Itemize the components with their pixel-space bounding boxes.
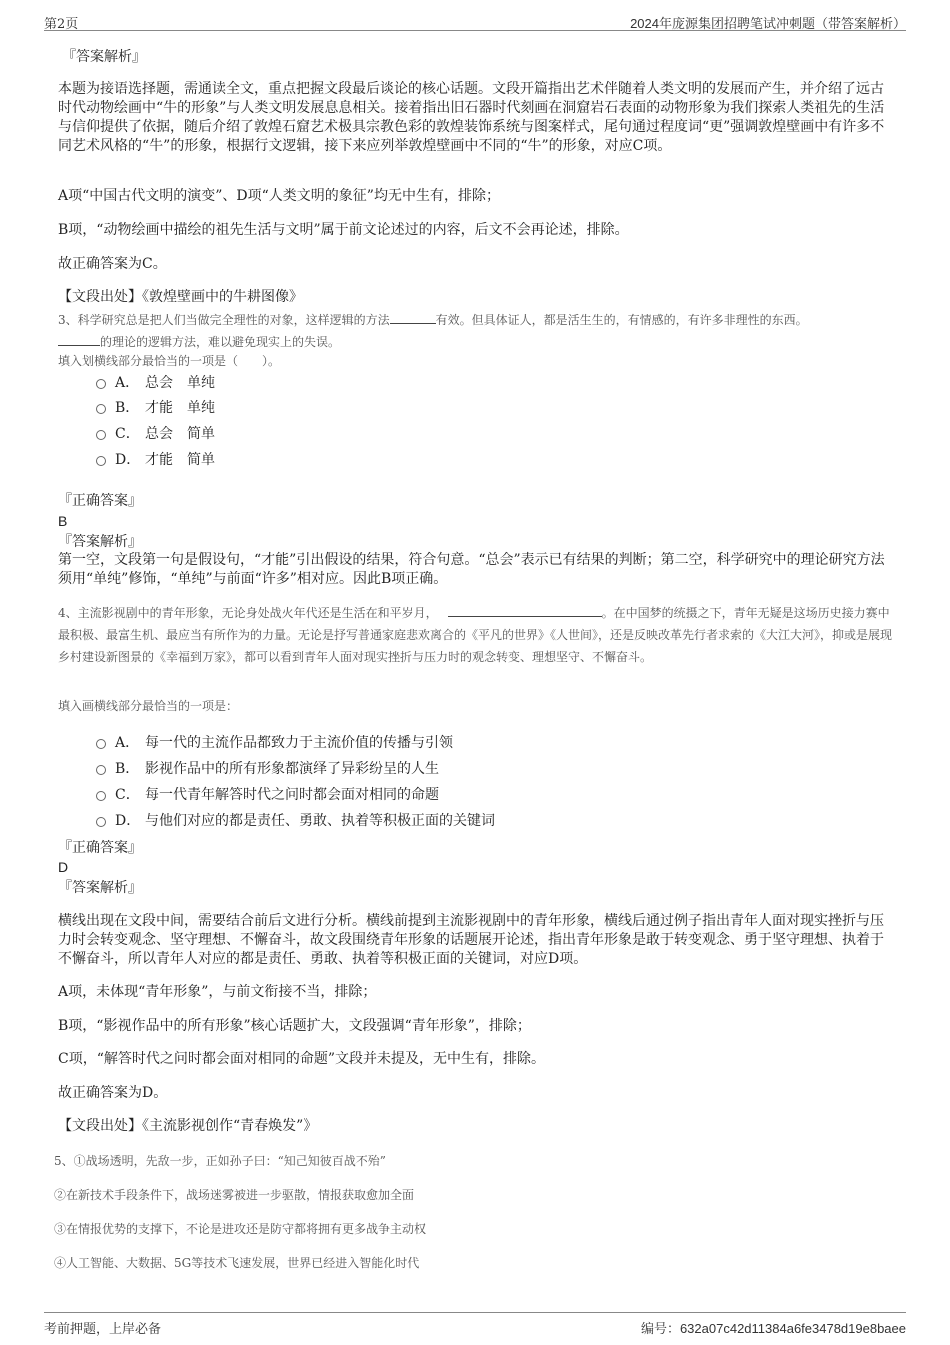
q5-statement-4: ④人工智能、大数据、5G等技术飞速发展，世界已经进入智能化时代: [54, 1256, 420, 1270]
q3-option-d[interactable]: D． 才能 简单: [96, 450, 215, 470]
q3-option-c[interactable]: C． 总会 简单: [96, 424, 215, 444]
q4-answer-heading: 『正确答案』: [58, 840, 142, 856]
footer-slogan: 考前押题，上岸必备: [44, 1322, 162, 1337]
q3-answer-heading: 『正确答案』: [58, 493, 142, 509]
q4-source-citation: 【文段出处】《主流影视创作“青春焕发”》: [58, 1118, 318, 1134]
analysis-paragraph: 本题为接语选择题，需通读全文，重点把握文段最后谈论的核心话题。文段开篇指出艺术伴随着人类文明的发展而产生，并介绍了远古时代动物绘画中“牛的形象”与人类文明发展息息相关。接着指出旧石器时代刻画在洞窟岩石表面的动物形象为我们探索人类祖先的生活与信仰提供了依据，随后介绍了敦煌石窟艺术极具宗教色彩的敦煌装饰系统与图案样式，尾句通过程度词“更”强调敦煌壁画中有许多不同艺术风格的“牛”的形象，根据行文逻辑，接下来应列举敦煌壁画中不同的“牛”的形象，对应C项。: [58, 81, 885, 154]
radio-icon[interactable]: [96, 404, 106, 414]
q4-analysis: 横线出现在文段中间，需要结合前后文进行分析。横线前提到主流影视剧中的青年形象，横线后通过例子指出青年人面对现实挫折与压力时会转变观念、坚守理想、不懈奋斗，故文段围绕青年形象的话题展开论述，指出青年形象是敢于转变观念、勇于坚守理想、执着于不懈奋斗，所以青年人对应的都是责任、勇敢、执着等积极正面的关键词，对应D项。: [58, 913, 884, 967]
radio-icon[interactable]: [96, 817, 106, 827]
q4-analysis-heading: 『答案解析』: [58, 880, 142, 896]
q3-answer: B: [58, 513, 68, 529]
q5-statement-3: ③在情报优势的支撑下，不论是进攻还是防守都将拥有更多战争主动权: [54, 1222, 427, 1236]
q4-option-c[interactable]: C． 每一代青年解答时代之问时都会面对相同的命题: [96, 785, 439, 805]
q3-analysis: 第一空，文段第一句是假设句，“才能”引出假设的结果，符合句意。“总会”表示已有结果的判断；第二空，科学研究中的理论研究方法须用“单纯”修饰，“单纯”与前面“许多”相对应。因此B项正确。: [58, 552, 885, 587]
radio-icon[interactable]: [96, 739, 106, 749]
radio-icon[interactable]: [96, 430, 106, 440]
q5-statement-2: ②在新技术手段条件下，战场迷雾被进一步驱散，情报获取愈加全面: [54, 1188, 415, 1202]
q4-option-a[interactable]: A． 每一代的主流作品都致力于主流价值的传播与引领: [96, 733, 453, 753]
answer-blank: [448, 603, 602, 617]
q4-elimination-b: B项，“影视作品中的所有形象”核心话题扩大，文段强调“青年形象”，排除；: [58, 1018, 531, 1034]
q4-elimination-c: C项，“解答时代之问时都会面对相同的命题”文段并未提及，无中生有，排除。: [58, 1051, 546, 1067]
page-header: [44, 0, 906, 31]
radio-icon[interactable]: [96, 791, 106, 801]
q4-answer: D: [58, 859, 69, 875]
document-code: 编号：632a07c42d11384a6fe3478d19e8baee: [640, 1321, 906, 1337]
elimination-b: B项，“动物绘画中描绘的祖先生活与文明”属于前文论述过的内容，后文不会再论述，排除。: [58, 222, 629, 238]
q4-option-d[interactable]: D． 与他们对应的都是责任、勇敢、执着等积极正面的关键词: [96, 811, 495, 831]
question-3-stem: 3、科学研究总是把人们当做完全理性的对象，这样逻辑的方法 有效。但具体证人，都是活生生的，有情感的，有许多非理性的东西。 的理论的逻辑方法，难以避免现实上的失误。: [58, 309, 898, 353]
q3-option-a[interactable]: A． 总会 单纯: [96, 373, 215, 393]
radio-icon[interactable]: [96, 379, 106, 389]
question-3-prompt: 填入划横线部分最恰当的一项是（ ）。: [58, 354, 281, 368]
q3-option-b[interactable]: B． 才能 单纯: [96, 398, 215, 418]
radio-icon[interactable]: [96, 765, 106, 775]
q5-statement-1: 5、①战场透明，先敌一步，正如孙子曰：“知己知彼百战不殆”: [54, 1154, 386, 1168]
question-4-prompt: 填入画横线部分最恰当的一项是：: [58, 699, 239, 713]
q4-conclusion: 故正确答案为D。: [58, 1085, 168, 1101]
q3-analysis-heading: 『答案解析』: [58, 534, 142, 550]
conclusion: 故正确答案为C。: [58, 256, 167, 272]
radio-icon[interactable]: [96, 456, 106, 466]
elimination-a-d: A项“中国古代文明的演变”、D项“人类文明的象征”均无中生有，排除；: [58, 188, 500, 204]
q4-option-b[interactable]: B． 影视作品中的所有形象都演绎了异彩纷呈的人生: [96, 759, 439, 779]
source-citation: 【文段出处】《敦煌壁画中的牛耕图像》: [58, 289, 303, 305]
page-footer: [44, 1312, 906, 1343]
analysis-heading: 『答案解析』: [62, 49, 146, 65]
q4-elimination-a: A项，未体现“青年形象”，与前文衔接不当，排除；: [58, 984, 377, 1000]
document-title: 2024年庞源集团招聘笔试冲刺题（带答案解析）: [630, 16, 906, 31]
answer-blank-1: [390, 310, 436, 324]
page-number: 第2页: [44, 17, 79, 32]
answer-blank-2: [58, 332, 100, 346]
question-4-stem: 4、主流影视剧中的青年形象，无论身处战火年代还是生活在和平岁月， 。在中国梦的统摄之下，青年无疑是这场历史接力赛中最积极、最富生机、最应当有所作为的力量。无论是抒写普通家庭悲欢离合的《平凡的世界》《人世间》，还是反映改革先行者求索的《大江大河》，抑或是展现乡村建设新图景的《幸福到万家》，都可以看到青年人面对现实挫折与压力时的观念转变、理想坚守、不懈奋斗。: [58, 602, 898, 668]
